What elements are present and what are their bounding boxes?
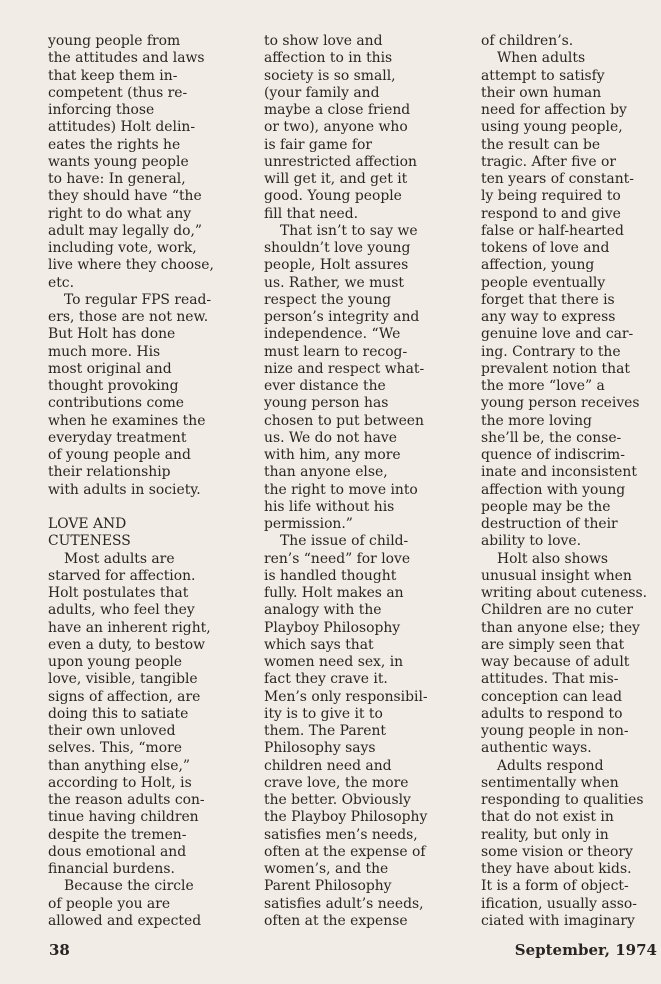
text-line: ification, usually asso- — [481, 895, 637, 912]
issue-date: September, 1974 — [514, 941, 657, 959]
text-line: that keep them in- — [48, 67, 178, 84]
text-line: she’ll be, the conse- — [481, 429, 622, 446]
text-column-2 — [264, 33, 459, 930]
text-line: his life without his — [264, 498, 395, 515]
text-line: need for affection by — [481, 102, 627, 118]
text-line: affection to in this — [264, 50, 393, 67]
text-line: everyday treatment — [48, 429, 187, 446]
text-line: ren’s “need” for love — [264, 550, 411, 567]
text-line: of children’s. — [481, 33, 574, 49]
text-line: to have: In general, — [48, 171, 186, 187]
text-line: using young people, — [481, 119, 623, 136]
text-line: It is a form of object- — [481, 878, 629, 895]
text-line: when he examines the — [48, 412, 206, 429]
text-line: any way to express — [481, 309, 616, 325]
text-line: ten years of constant- — [481, 171, 634, 187]
text-line: To regular FPS read- — [64, 291, 212, 308]
text-line: Children are no cuter — [481, 602, 634, 619]
text-line: The issue of child- — [280, 533, 409, 550]
paragraph — [481, 50, 661, 550]
text-line: than anything else,” — [48, 757, 190, 774]
text-line: than anyone else; they — [481, 619, 640, 636]
text-line: prevalent notion that — [481, 360, 630, 377]
text-line: chosen to put between — [264, 412, 424, 429]
text-line: is fair game for — [264, 136, 373, 153]
text-line: of young people and — [48, 447, 191, 463]
text-line: are simply seen that — [481, 636, 625, 653]
paragraph — [264, 33, 459, 223]
paragraph — [264, 223, 459, 534]
text-line: (your family and — [264, 84, 380, 101]
text-line: When adults — [497, 50, 586, 67]
text-line: Holt also shows — [497, 550, 609, 567]
text-line: ity is to give it to — [264, 705, 383, 722]
text-line: most original and — [48, 360, 172, 377]
text-line: ciated with imaginary — [481, 912, 635, 929]
text-line: tinue having children — [48, 809, 199, 826]
text-line: fact they crave it. — [264, 671, 388, 688]
text-line: inate and inconsistent — [481, 464, 637, 481]
text-line: allowed and expected — [48, 912, 202, 929]
paragraph — [48, 551, 218, 879]
text-line: often at the expense — [264, 912, 408, 929]
text-column-1 — [48, 33, 218, 930]
text-line: authentic ways. — [481, 740, 592, 757]
text-line: tragic. After five or — [481, 153, 616, 170]
text-line: the Playboy Philosophy — [264, 809, 428, 826]
text-line: unusual insight when — [481, 567, 632, 584]
text-line: crave love, the more — [264, 774, 409, 791]
text-line: the more loving — [481, 412, 592, 429]
text-line: ability to love. — [481, 533, 581, 550]
text-line: young people in non- — [481, 723, 629, 739]
text-line: independence. “We — [264, 326, 401, 343]
text-line: respond to and give — [481, 205, 621, 222]
text-line: some vision or theory — [481, 843, 633, 860]
text-line: with adults in society. — [48, 481, 201, 498]
text-line: starved for affection. — [48, 567, 196, 584]
text-line: they have about kids. — [481, 861, 632, 877]
text-line: shouldn’t love young — [264, 240, 411, 256]
text-line: affection with young — [481, 481, 626, 498]
text-line: the more “love” a — [481, 378, 605, 394]
text-line: adults, who feel they — [48, 602, 195, 619]
text-line: us. Rather, we must — [264, 274, 405, 291]
text-line: with him, any more — [264, 447, 401, 463]
text-line: selves. This, “more — [48, 740, 182, 757]
text-line: ers, those are not new. — [48, 309, 209, 325]
text-line: must learn to recog- — [264, 343, 408, 360]
text-line: quence of indiscrim- — [481, 447, 625, 463]
text-line: false or half-hearted — [481, 222, 624, 239]
text-line: dous emotional and — [48, 843, 187, 860]
text-line: their own human — [481, 84, 602, 101]
text-line: attempt to satisfy — [481, 67, 605, 84]
text-line: LOVE AND — [48, 516, 127, 532]
text-line: much more. His — [48, 343, 161, 360]
text-line: conception can lead — [481, 688, 622, 705]
text-line: even a duty, to bestow — [48, 636, 206, 653]
text-line: ly being required to — [481, 188, 621, 205]
text-line: maybe a close friend — [264, 102, 411, 118]
paragraph — [481, 551, 661, 758]
paragraph — [48, 292, 218, 499]
text-line: nize and respect what- — [264, 360, 425, 377]
text-line: tokens of love and — [481, 240, 610, 256]
text-line: fully. Holt makes an — [264, 585, 404, 601]
paragraph — [48, 33, 218, 292]
text-line: Most adults are — [64, 550, 175, 567]
text-line: Adults respond — [497, 757, 604, 774]
text-line: unrestricted affection — [264, 153, 417, 170]
paragraph — [481, 33, 661, 50]
text-line: ever distance the — [264, 378, 386, 394]
text-line: people may be the — [481, 498, 611, 515]
text-line: forget that there is — [481, 291, 615, 308]
text-line: adult may legally do,” — [48, 222, 203, 239]
text-line: Men’s only responsibil- — [264, 688, 428, 705]
paragraph — [264, 533, 459, 930]
text-line: way because of adult — [481, 654, 630, 670]
text-line: is handled thought — [264, 567, 397, 584]
text-line: the attitudes and laws — [48, 50, 205, 67]
text-line: to show love and — [264, 33, 383, 49]
text-line: etc. — [48, 274, 74, 291]
text-line: upon young people — [48, 654, 183, 670]
text-line: fill that need. — [264, 205, 359, 222]
text-line: or two), anyone who — [264, 119, 408, 136]
text-line: that do not exist in — [481, 809, 614, 826]
text-line: their relationship — [48, 464, 171, 481]
text-line: attitudes. That mis- — [481, 671, 619, 688]
text-line: according to Holt, is — [48, 774, 192, 791]
text-line: writing about cuteness. — [481, 585, 648, 601]
text-line: attitudes) Holt delin- — [48, 119, 196, 136]
text-line: destruction of their — [481, 516, 618, 532]
text-line: analogy with the — [264, 602, 382, 619]
text-line: doing this to satiate — [48, 705, 189, 722]
text-line: wants young people — [48, 153, 189, 170]
text-line: despite the tremen- — [48, 826, 187, 843]
text-line: Philosophy says — [264, 740, 376, 757]
text-line: the right to move into — [264, 481, 418, 498]
text-line: sentimentally when — [481, 774, 619, 791]
text-line: often at the expense of — [264, 843, 426, 860]
text-line: reality, but only in — [481, 826, 609, 843]
text-line: right to do what any — [48, 205, 192, 222]
text-line: Holt postulates that — [48, 585, 189, 601]
text-line: them. The Parent — [264, 723, 386, 739]
text-line: satisfies men’s needs, — [264, 826, 418, 843]
text-line: people, Holt assures — [264, 257, 409, 274]
text-line: including vote, work, — [48, 240, 197, 256]
text-line: permission.” — [264, 516, 353, 532]
text-line: eates the rights he — [48, 136, 181, 153]
text-line: competent (thus re- — [48, 84, 188, 101]
text-line: respect the young — [264, 291, 392, 308]
text-line: Because the circle — [64, 878, 194, 895]
text-line: society is so small, — [264, 67, 396, 84]
text-line: But Holt has done — [48, 326, 176, 343]
text-line: young people from — [48, 33, 181, 49]
text-line: signs of affection, are — [48, 688, 201, 705]
text-line: affection, young — [481, 257, 595, 274]
text-line: contributions come — [48, 395, 185, 412]
text-line: their own unloved — [48, 723, 176, 739]
text-line: they should have “the — [48, 188, 202, 205]
text-line: children need and — [264, 757, 392, 774]
text-line: satisfies adult’s needs, — [264, 895, 424, 912]
text-line: thought provoking — [48, 378, 179, 394]
text-line: financial burdens. — [48, 861, 175, 877]
text-line: Playboy Philosophy — [264, 619, 401, 636]
text-line: us. We do not have — [264, 429, 397, 446]
text-line: person’s integrity and — [264, 309, 420, 325]
text-line: the result can be — [481, 136, 601, 153]
text-line: young person receives — [481, 395, 640, 412]
text-line: Parent Philosophy — [264, 878, 392, 895]
text-line: CUTENESS — [48, 533, 131, 550]
paragraph — [481, 758, 661, 931]
section-heading — [48, 516, 218, 551]
text-line: ing. Contrary to the — [481, 343, 621, 360]
text-line: genuine love and car- — [481, 326, 634, 343]
text-column-3 — [481, 33, 661, 930]
text-line: of people you are — [48, 895, 171, 912]
paragraph — [48, 878, 218, 930]
page-number: 38 — [49, 941, 70, 959]
text-line: adults to respond to — [481, 705, 623, 722]
text-line: will get it, and get it — [264, 171, 408, 187]
text-line: young person has — [264, 395, 389, 412]
text-line: which says that — [264, 636, 374, 653]
text-line: the reason adults con- — [48, 792, 205, 808]
text-line: people eventually — [481, 274, 606, 291]
text-line: have an inherent right, — [48, 619, 211, 636]
spacer — [48, 499, 218, 516]
text-line: the better. Obviously — [264, 792, 411, 808]
text-line: than anyone else, — [264, 464, 388, 481]
text-line: inforcing those — [48, 102, 155, 118]
text-line: women’s, and the — [264, 861, 389, 877]
text-line: love, visible, tangible — [48, 671, 198, 688]
text-line: good. Young people — [264, 188, 402, 205]
text-line: responding to qualities — [481, 792, 644, 808]
text-line: live where they choose, — [48, 257, 214, 274]
text-line: That isn’t to say we — [280, 222, 418, 239]
text-line: women need sex, in — [264, 654, 404, 670]
